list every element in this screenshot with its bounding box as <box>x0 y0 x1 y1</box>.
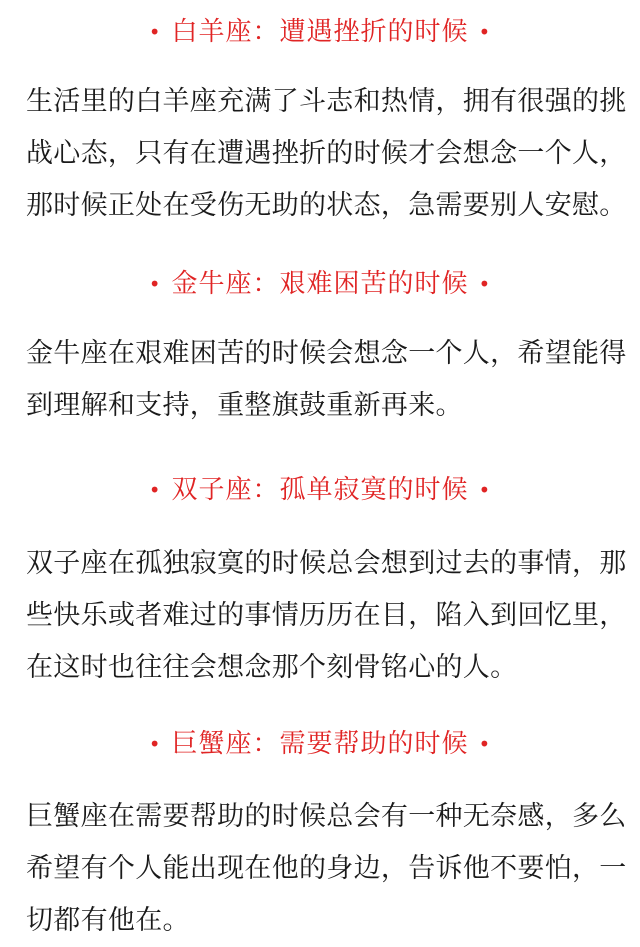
section-heading-taurus <box>0 264 640 304</box>
heading-text: 巨蟹座：需要帮助的时候 <box>171 729 469 759</box>
bullet-right-icon: • <box>478 732 492 756</box>
body-line: 些快乐或者难过的事情历历在目，陷入到回忆里， <box>26 600 627 631</box>
bullet-left-icon: • <box>148 20 162 44</box>
body-line: 双子座在孤独寂寞的时候总会想到过去的事情，那 <box>26 548 627 579</box>
body-line: 到理解和支持，重整旗鼓重新再来。 <box>26 390 463 421</box>
bullet-left-icon: • <box>148 732 162 756</box>
bullet-right-icon: • <box>478 478 492 502</box>
bullet-left-icon: • <box>148 272 162 296</box>
heading-text: 白羊座：遭遇挫折的时候 <box>171 17 469 47</box>
heading-text: 金牛座：艰难困苦的时候 <box>171 269 469 299</box>
body-line: 希望有个人能出现在他的身边，告诉他不要怕，一 <box>26 853 627 884</box>
bullet-left-icon: • <box>148 478 162 502</box>
body-line: 金牛座在艰难困苦的时候会想念一个人，希望能得 <box>26 338 627 369</box>
section-body-cancer <box>26 791 627 947</box>
body-line: 生活里的白羊座充满了斗志和热情，拥有很强的挑 <box>26 86 627 117</box>
body-line: 切都有他在。 <box>26 905 190 936</box>
bullet-right-icon: • <box>478 272 492 296</box>
body-line: 那时候正处在受伤无助的状态，急需要别人安慰。 <box>26 190 627 221</box>
body-line: 巨蟹座在需要帮助的时候总会有一种无奈感，多么 <box>26 801 627 832</box>
section-body-taurus <box>26 328 627 432</box>
section-heading-cancer <box>0 724 640 764</box>
body-line: 战心态，只有在遭遇挫折的时候才会想念一个人， <box>26 138 627 169</box>
section-heading-aries <box>0 12 640 52</box>
heading-text: 双子座：孤单寂寞的时候 <box>171 475 469 505</box>
section-body-gemini <box>26 538 627 694</box>
body-line: 在这时也往往会想念那个刻骨铭心的人。 <box>26 652 518 683</box>
bullet-right-icon: • <box>478 20 492 44</box>
section-body-aries <box>26 76 627 232</box>
section-heading-gemini <box>0 470 640 510</box>
